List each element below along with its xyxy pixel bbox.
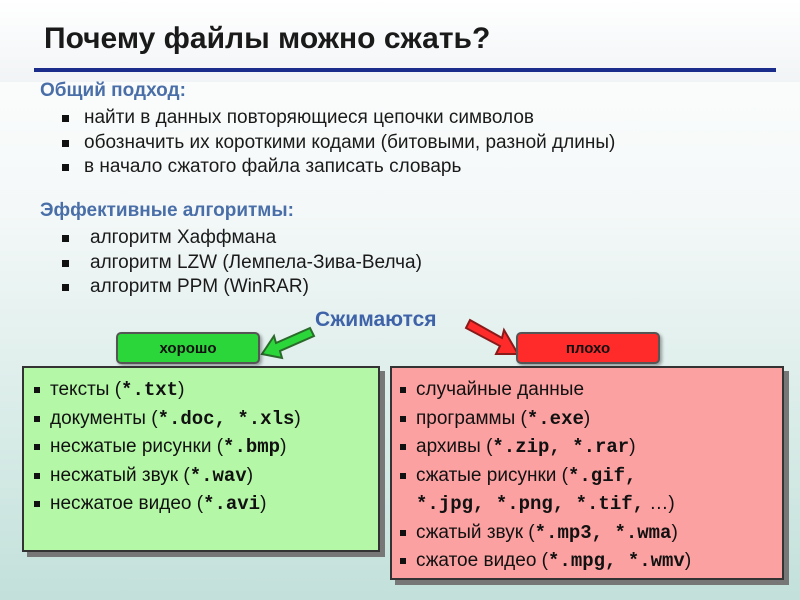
- list-item: [400, 405, 691, 434]
- algorithms-list: [62, 226, 422, 300]
- item-text: документы (: [50, 407, 158, 429]
- title-underline: [34, 68, 776, 72]
- file-ext: *.exe: [526, 407, 584, 430]
- list-item: [62, 131, 615, 156]
- list-item: [400, 433, 691, 462]
- bullet-icon: [62, 140, 69, 147]
- slide-title: Почему файлы можно сжать?: [44, 22, 491, 55]
- list-item-continuation: [400, 490, 691, 519]
- item-text: несжатое видео (: [50, 493, 204, 514]
- arrow-left-icon: [258, 322, 318, 362]
- list-item-text: алгоритм LZW (Лемпела-Зива-Велча): [90, 251, 422, 273]
- list-item-text: алгоритм Хаффмана: [90, 227, 277, 248]
- algorithms-heading: Эффективные алгоритмы:: [40, 200, 294, 221]
- bullet-icon: [34, 501, 40, 507]
- list-item: [62, 226, 422, 251]
- list-item: [34, 433, 301, 462]
- list-item: [62, 106, 615, 131]
- compress-label: Сжимаются: [315, 308, 437, 331]
- list-item: [34, 405, 301, 434]
- file-ext: *.avi: [203, 493, 261, 515]
- item-text: программы (: [416, 407, 527, 429]
- list-item: [62, 251, 422, 276]
- list-item: [62, 155, 615, 180]
- file-ext: *.mp3, *.wma: [534, 521, 672, 544]
- file-ext: *.wav: [189, 464, 247, 487]
- bullet-icon: [400, 387, 406, 393]
- list-item: [62, 275, 422, 300]
- file-ext: *.mpg, *.wmv: [548, 550, 685, 572]
- good-box: [22, 366, 380, 552]
- approach-list: [62, 106, 615, 180]
- bullet-icon: [34, 387, 40, 393]
- bullet-icon: [62, 260, 69, 267]
- list-item-text: найти в данных повторяющиеся цепочки символов: [84, 107, 535, 128]
- arrow-right-icon: [462, 316, 522, 360]
- bullet-icon: [400, 444, 406, 450]
- file-ext: *.gif,: [567, 464, 637, 487]
- item-text: сжатый звук (: [416, 521, 535, 543]
- bullet-icon: [400, 530, 406, 536]
- bullet-icon: [62, 115, 69, 122]
- list-item: [400, 519, 691, 548]
- bullet-icon: [34, 473, 40, 479]
- list-item-text: обозначить их короткими кодами (битовыми, разной длины): [84, 131, 616, 153]
- item-end: ): [583, 407, 591, 429]
- list-item: [34, 490, 301, 519]
- file-ext: *.doc, *.xls: [157, 407, 295, 430]
- item-end: ): [280, 436, 287, 457]
- list-item: [400, 462, 691, 491]
- file-ext: *.txt: [121, 379, 179, 401]
- bullet-icon: [62, 235, 69, 242]
- item-text: тексты (: [50, 379, 122, 400]
- item-end: ): [260, 493, 267, 514]
- file-ext: *.jpg, *.png, *.tif,: [416, 493, 645, 515]
- item-end: ): [294, 407, 301, 429]
- list-item: [34, 376, 301, 405]
- item-end: ): [671, 521, 678, 543]
- item-text: архивы (: [416, 436, 493, 457]
- list-item-text: алгоритм PPM (WinRAR): [90, 276, 309, 297]
- bad-tag: плохо: [516, 332, 660, 364]
- item-text: сжатое видео (: [416, 550, 549, 571]
- item-text: сжатые рисунки (: [416, 464, 568, 486]
- good-list: [34, 376, 301, 519]
- item-end: ): [246, 464, 254, 486]
- bad-box: [390, 366, 784, 580]
- bullet-icon: [400, 473, 406, 479]
- bullet-icon: [62, 164, 69, 171]
- bullet-icon: [400, 416, 406, 422]
- list-item: [34, 462, 301, 491]
- list-item: [400, 376, 691, 405]
- bullet-icon: [34, 444, 40, 450]
- file-ext: *.bmp: [223, 436, 281, 458]
- bullet-icon: [62, 284, 69, 291]
- item-text: случайные данные: [416, 379, 585, 400]
- bullet-icon: [400, 558, 406, 564]
- file-ext: *.zip, *.rar: [492, 436, 630, 458]
- item-end: ): [684, 550, 692, 571]
- approach-heading: Общий подход:: [40, 80, 186, 101]
- item-text: несжатые рисунки (: [50, 436, 224, 457]
- bad-list: [400, 376, 691, 576]
- item-end: ): [178, 379, 185, 400]
- list-item-text: в начало сжатого файла записать словарь: [84, 156, 462, 177]
- item-end: ): [629, 436, 636, 457]
- list-item: [400, 547, 691, 576]
- bullet-icon: [34, 416, 40, 422]
- item-text: несжатый звук (: [50, 464, 190, 486]
- item-end: …): [644, 493, 675, 514]
- good-tag: хорошо: [116, 332, 260, 364]
